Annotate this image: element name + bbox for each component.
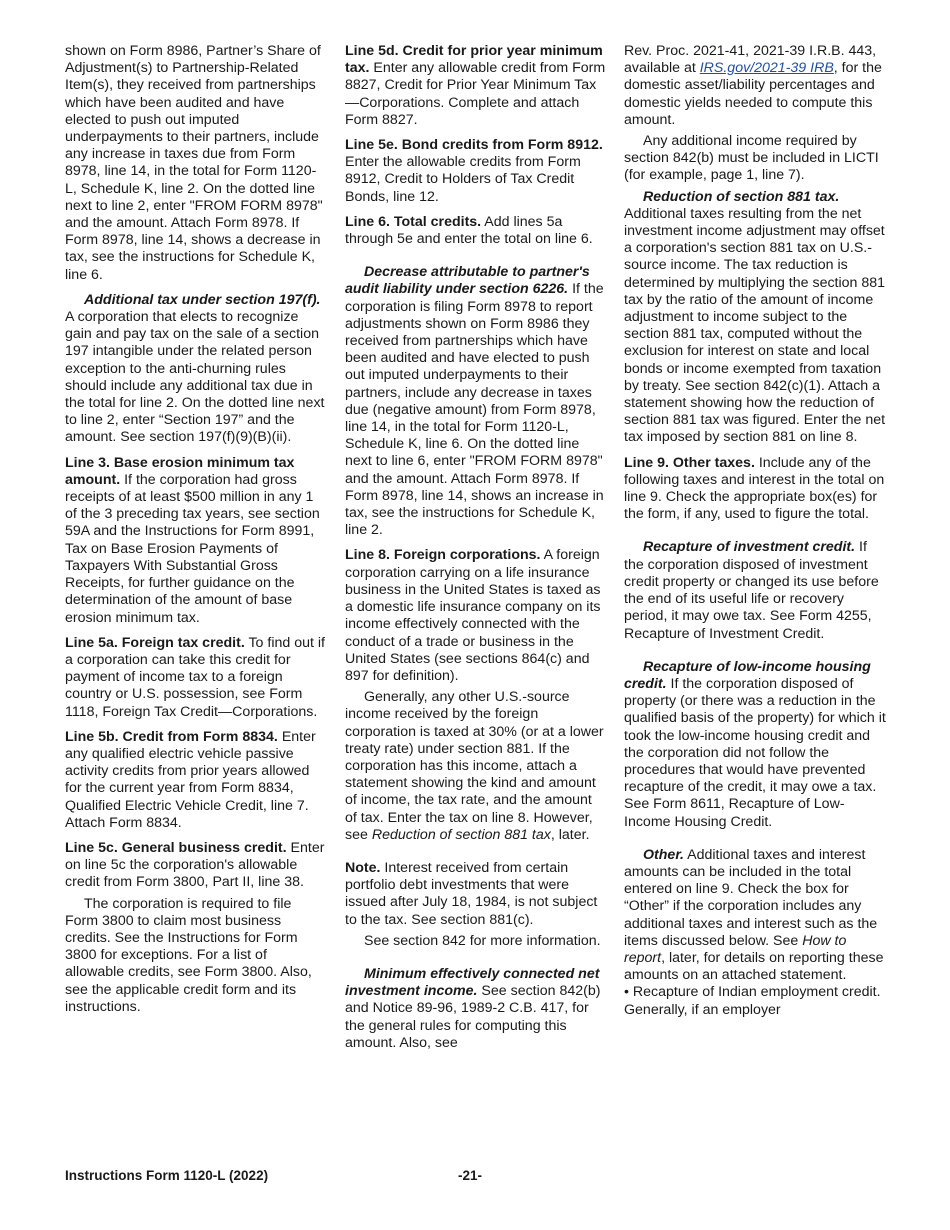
footer-form-title: Instructions Form 1120-L (2022): [65, 1168, 269, 1183]
paragraph: Other. Additional taxes and interest amounts can be included in the total entered on line 9. Check the box for “Other” if the corporation includes any additional taxes and interest such as the items discussed below. See How to report, later, for details on reporting these amounts on an attached statement.: [624, 846, 884, 984]
line-heading: Line 8. Foreign corporations.: [345, 547, 541, 564]
line-heading: Line 5b. Credit from Form 8834.: [65, 728, 278, 745]
paragraph: Line 5b. Credit from Form 8834. Enter any qualified electric vehicle passive activity credits from prior years allowed for the current year from Form 8834, Qualified Electric Vehicle Credit, line 7. Attach Form 8834.: [65, 728, 316, 831]
line-heading: Line 5d. Credit for prior year minimum tax.: [345, 43, 603, 77]
paragraph: Recapture of investment credit. If the corporation disposed of investment credit property or changed its use before the end of its useful life or recovery period, it may owe tax. See Form 4255, Recapture of Investment Credit.: [624, 539, 879, 642]
paragraph: Generally, any other U.S.-source income received by the foreign corporation is taxed at 30% (or at a lower treaty rate) under section 881. If the corporation has this income, attach a statement showing the kind and amount of income, the tax rate, and the amount of tax. Enter the tax on line 8. However, see Reduction of section 881 tax, later.: [345, 689, 604, 843]
subheading: Other.: [643, 846, 684, 863]
line-heading: Line 5a. Foreign tax credit.: [65, 634, 245, 651]
paragraph: Line 5a. Foreign tax credit. To find out if a corporation can take this credit for payment of income tax to a foreign country or U.S. possession, see Form 1118, Foreign Tax Credit—Corporations.: [65, 634, 325, 720]
paragraph: Line 5e. Bond credits from Form 8912. Enter the allowable credits from Form 8912, Credit to Holders of Tax Credit Bonds, line 12.: [345, 137, 603, 205]
subheading: Minimum effectively connected net investment income.: [345, 965, 600, 1000]
irs-link[interactable]: IRS.gov/2021-39 IRB: [699, 60, 834, 77]
line-heading: Line 5c. General business credit.: [65, 839, 287, 856]
subheading: Reduction of section 881 tax.: [643, 188, 840, 205]
note-heading: Note.: [345, 859, 381, 876]
paragraph: Decrease attributable to partner's audit liability under section 6226. If the corporation is filing Form 8978 to report adjustments shown on Form 8986 they received from partnerships which have been audited and have elected to push out imputed underpayments to their partners, include any decrease in taxes due (negative amount) from Form 8978, line 14, in the total for Form 1120-L, Schedule K, line 6. On the dotted line next to line 6, enter "FROM FORM 8978" and the amount. Attach Form 8978. If Form 8978, line 14, shows an increase in tax, see the instructions for Schedule K, line 2.: [345, 264, 604, 539]
paragraph: Line 8. Foreign corporations. A foreign corporation carrying on a life insurance business in the United States is taxed as a domestic life insurance company on its income effectively connected with the conduct of a trade or business in the United States (see sections 864(c) and 897 for definition).: [345, 547, 601, 684]
subheading: Recapture of low-income housing credit.: [624, 658, 871, 692]
column-1: [65, 43, 327, 1024]
paragraph: Line 5d. Credit for prior year minimum tax. Enter any allowable credit from Form 8827, Credit for Prior Year Minimum Tax—Corporations. Complete and attach Form 8827.: [345, 43, 606, 128]
line-heading: Line 6. Total credits.: [345, 213, 482, 230]
paragraph: Recapture of low-income housing credit. If the corporation disposed of property (or there was a reduction in the qualified basis of the property) for which it took the low-income housing credit and the corporation did not follow the procedures that would have prevented recapture of the credit, it may owe a tax. See Form 8611, Recapture of Low-Income Housing Credit.: [624, 658, 886, 830]
line-heading: Line 5e. Bond credits from Form 8912.: [345, 137, 603, 154]
paragraph: Note. Interest received from certain portfolio debt investments that were issued after July 18, 1984, is not subject to the tax. See section 881(c).: [345, 859, 598, 928]
paragraph: shown on Form 8986, Partner’s Share of Adjustment(s) to Partnership-Related Item(s), they received from partnerships which have been audited and have elected to push out imputed underpayments to their partners, include any increase in taxes due from Form 8978, line 14, in the total for Form 1120-L, Schedule K, line 2. On the dotted line next to line 2, enter "FROM FORM 8978" and the amount. Attach Form 8978. If Form 8978, line 14, shows a decrease in tax, see the instructions for Schedule K, line 6.: [65, 43, 323, 283]
paragraph: See section 842 for more information.: [364, 932, 601, 949]
paragraph: Additional tax under section 197(f). A corporation that elects to recognize gain and pay tax on the sale of a section 197 intangible under the related person exception to the anti-churning rules should include any additional tax due in the total for line 2. On the dotted line next to line 2, enter “Section 197” and the amount. See section 197(f)(9)(B)(ii).: [65, 291, 325, 446]
column-2: [345, 43, 607, 1060]
page-number: -21-: [458, 1168, 483, 1183]
paragraph: Line 9. Other taxes. Include any of the following taxes and interest in the total on line 9. Check the appropriate box(es) for the form, if any, used to figure the total.: [624, 454, 885, 523]
paragraph: Any additional income required by section 842(b) must be included in LICTI (for example, page 1, line 7).: [624, 133, 879, 184]
column-3: [624, 43, 886, 1027]
paragraph: Line 3. Base erosion minimum tax amount. If the corporation had gross receipts of at least $500 million in any 1 of the 3 preceding tax years, see section 59A and the Instructions for Form 8991, Tax on Base Erosion Payments of Taxpayers With Substantial Gross Receipts, for further guidance on the determination of the amount of base erosion minimum tax.: [65, 454, 320, 626]
subheading: Additional tax under section 197(f).: [84, 291, 321, 308]
subheading: Recapture of investment credit.: [643, 539, 856, 556]
line-heading: Line 3. Base erosion minimum tax amount.: [65, 454, 295, 488]
paragraph: Rev. Proc. 2021-41, 2021-39 I.R.B. 443, available at IRS.gov/2021-39 IRB, for the domestic asset/liability percentages and domestic yields needed to compute this amount.: [624, 43, 882, 128]
paragraph: The corporation is required to file Form 3800 to claim most business credits. See the Instructions for Form 3800 for exceptions. For a list of allowable credits, see Form 3800. Also, see the applicable credit form and its instructions.: [65, 895, 312, 1015]
paragraph: Line 6. Total credits. Add lines 5a through 5e and enter the total on line 6.: [345, 213, 593, 248]
paragraph: Reduction of section 881 tax. Additional taxes resulting from the net investment income adjustment may offset a corporation's section 881 tax on U.S.-source income. The tax reduction is determined by multiplying the section 881 tax by the ratio of the amount of income adjustment to income subject to the section 881 tax, computed without the exclusion for interest on state and local bonds or income exempted from taxation by treaty. See section 842(c)(1). Attach a statement showing how the reduction of section 881 tax was figured. Enter the net tax imposed by section 881 on line 8.: [624, 188, 886, 446]
subheading: Decrease attributable to partner's audit liability under section 6226.: [345, 264, 590, 298]
line-heading: Line 9. Other taxes.: [624, 454, 755, 471]
paragraph: Minimum effectively connected net investment income. See section 842(b) and Notice 89-96, 1989-2 C.B. 417, for the general rules for computing this amount. Also, see: [345, 965, 601, 1051]
bullet-item: • Recapture of Indian employment credit. Generally, if an employer: [624, 984, 881, 1018]
paragraph: Line 5c. General business credit. Enter on line 5c the corporation's allowable credit from Form 3800, Part II, line 38.: [65, 839, 325, 891]
